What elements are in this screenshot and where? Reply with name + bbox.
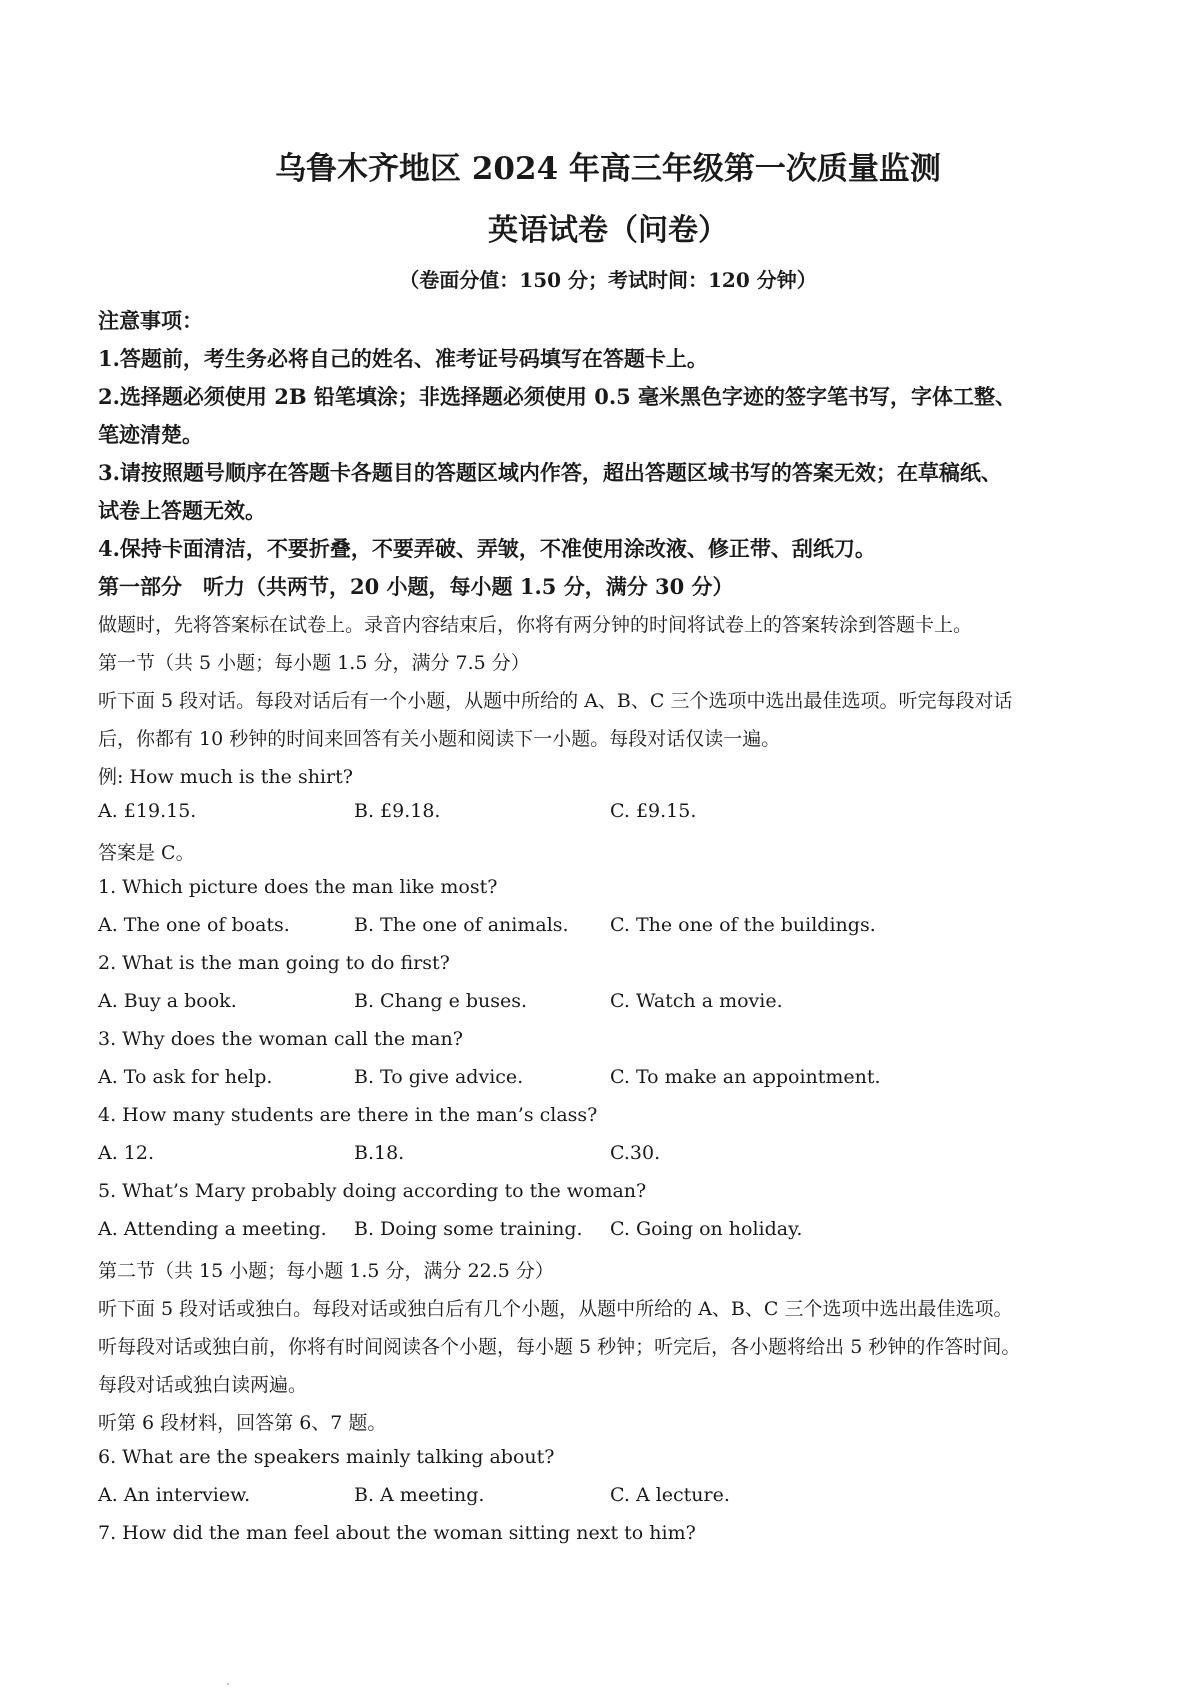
question-5-option-a: A. Attending a meeting. xyxy=(98,1218,327,1240)
material-6-heading: 听第 6 段材料，回答第 6、7 题。 xyxy=(98,1412,387,1434)
notice-item-3-line-2: 试卷上答题无效。 xyxy=(98,498,266,523)
notice-item-4: 4.保持卡面清洁，不要折叠，不要弄破、弄皱，不准使用涂改液、修正带、刮纸刀。 xyxy=(98,536,876,561)
question-5-option-b: B. Doing some training. xyxy=(354,1218,583,1240)
notice-item-1: 1.答题前，考生务必将自己的姓名、准考证号码填写在答题卡上。 xyxy=(98,346,708,371)
question-3-option-b: B. To give advice. xyxy=(354,1066,524,1088)
question-6-option-c: C. A lecture. xyxy=(610,1484,730,1506)
question-5-option-c: C. Going on holiday. xyxy=(610,1218,803,1240)
question-6-option-b: B. A meeting. xyxy=(354,1484,485,1506)
question-3-option-c: C. To make an appointment. xyxy=(610,1066,881,1088)
question-6: 6. What are the speakers mainly talking about? xyxy=(98,1446,555,1468)
question-1-option-b: B. The one of animals. xyxy=(354,914,569,936)
question-2-option-c: C. Watch a movie. xyxy=(610,990,783,1012)
question-2: 2. What is the man going to do first? xyxy=(98,952,450,974)
example-option-a: A. £19.15. xyxy=(98,800,197,822)
question-4: 4. How many students are there in the man’s class? xyxy=(98,1104,598,1126)
question-2-option-a: A. Buy a book. xyxy=(98,990,237,1012)
notice-heading: 注意事项： xyxy=(98,308,203,333)
section1-instruction-line-2: 后，你都有 10 秒钟的时间来回答有关小题和阅读下一小题。每段对话仅读一遍。 xyxy=(98,728,781,750)
score-info: （卷面分值：150 分；考试时间：120 分钟） xyxy=(399,268,817,292)
question-4-option-b: B.18. xyxy=(354,1142,405,1164)
section2-heading: 第二节（共 15 小题；每小题 1.5 分，满分 22.5 分） xyxy=(98,1260,554,1282)
example-question: 例: How much is the shirt? xyxy=(98,766,353,788)
section1-instruction-line-1: 听下面 5 段对话。每段对话后有一个小题，从题中所给的 A、B、C 三个选项中选出最佳选项。听完每段对话 xyxy=(98,690,1013,712)
question-1-option-c: C. The one of the buildings. xyxy=(610,914,876,936)
section2-instruction-line-3: 每段对话或独白读两遍。 xyxy=(98,1374,308,1396)
section1-heading: 第一节（共 5 小题；每小题 1.5 分，满分 7.5 分） xyxy=(98,652,530,674)
exam-title: 乌鲁木齐地区 2024 年高三年级第一次质量监测 xyxy=(275,151,941,187)
page-speck xyxy=(227,1683,229,1685)
question-4-option-c: C.30. xyxy=(610,1142,661,1164)
section2-instruction-line-2: 听每段对话或独白前，你将有时间阅读各个小题，每小题 5 秒钟；听完后，各小题将给出 5 秒钟的作答时间。 xyxy=(98,1336,1021,1358)
notice-item-2-line-2: 笔迹清楚。 xyxy=(98,422,203,447)
notice-item-3-line-1: 3.请按照题号顺序在答题卡各题目的答题区域内作答，超出答题区域书写的答案无效；在草稿纸、 xyxy=(98,460,1002,485)
question-5: 5. What’s Mary probably doing according to the woman? xyxy=(98,1180,647,1202)
part1-instruction: 做题时，先将答案标在试卷上。录音内容结束后，你将有两分钟的时间将试卷上的答案转涂到答题卡上。 xyxy=(98,614,973,636)
notice-item-2-line-1: 2.选择题必须使用 2B 铅笔填涂；非选择题必须使用 0.5 毫米黑色字迹的签字笔书写，字体工整、 xyxy=(98,384,1017,409)
question-2-option-b: B. Chang e buses. xyxy=(354,990,528,1012)
example-answer: 答案是 C。 xyxy=(98,842,195,864)
question-1-option-a: A. The one of boats. xyxy=(98,914,290,936)
example-option-c: C. £9.15. xyxy=(610,800,697,822)
example-option-b: B. £9.18. xyxy=(354,800,441,822)
part1-heading: 第一部分 听力（共两节，20 小题，每小题 1.5 分，满分 30 分） xyxy=(98,574,734,599)
question-3-option-a: A. To ask for help. xyxy=(98,1066,273,1088)
question-4-option-a: A. 12. xyxy=(98,1142,155,1164)
question-7: 7. How did the man feel about the woman sitting next to him? xyxy=(98,1522,696,1544)
section2-instruction-line-1: 听下面 5 段对话或独白。每段对话或独白后有几个小题，从题中所给的 A、B、C 三个选项中选出最佳选项。 xyxy=(98,1298,1013,1320)
question-1: 1. Which picture does the man like most? xyxy=(98,876,498,898)
question-6-option-a: A. An interview. xyxy=(98,1484,251,1506)
exam-subtitle: 英语试卷（问卷） xyxy=(488,213,728,248)
question-3: 3. Why does the woman call the man? xyxy=(98,1028,463,1050)
